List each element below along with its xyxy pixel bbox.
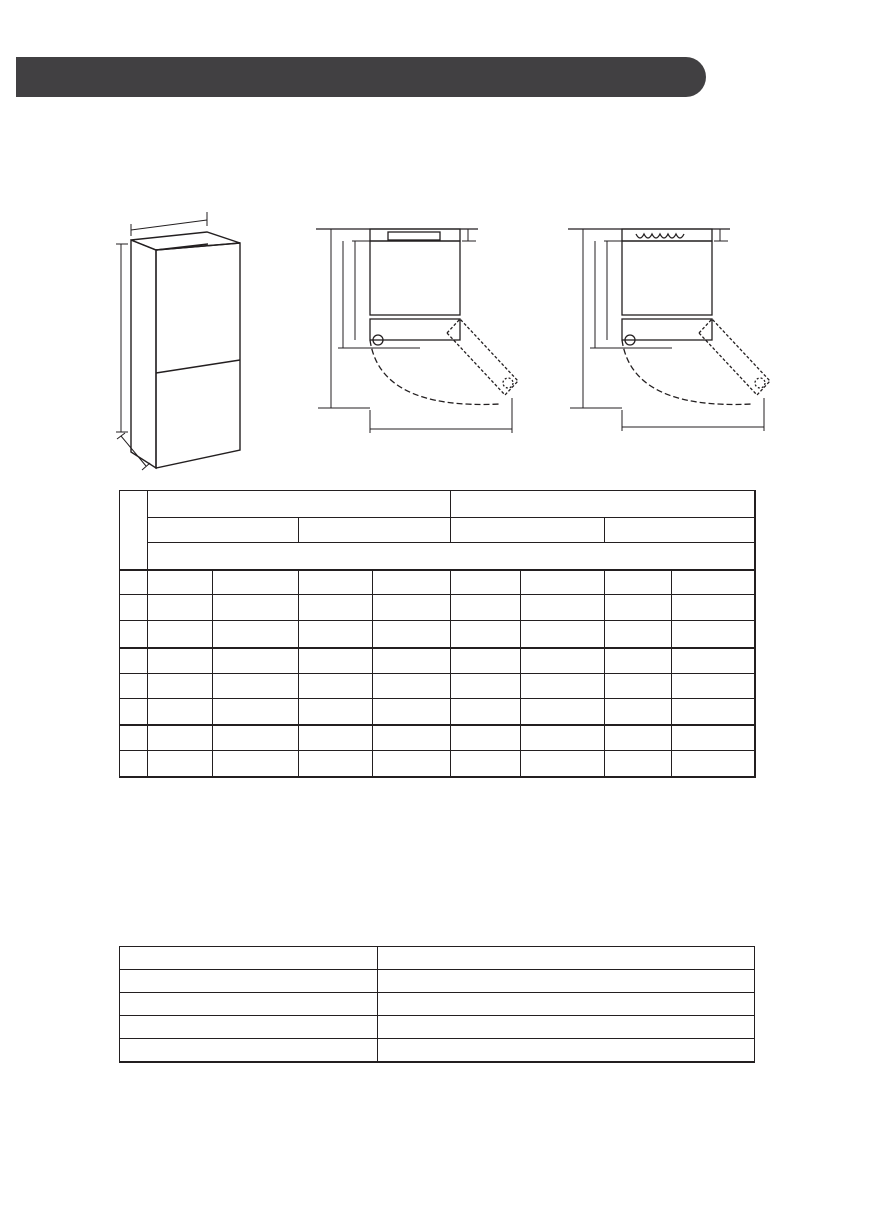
table-cell — [373, 751, 451, 777]
table-cell — [148, 648, 213, 674]
table-cell — [373, 699, 451, 725]
table-cell — [378, 947, 755, 970]
table-cell — [120, 570, 148, 595]
table-cell — [148, 621, 213, 648]
table-cell — [213, 648, 299, 674]
table-cell — [299, 621, 373, 648]
table-row — [120, 1039, 755, 1063]
table-row — [120, 699, 755, 725]
table-cell — [299, 725, 373, 751]
table-row — [120, 725, 755, 751]
group-header-cell — [451, 491, 755, 518]
table-cell — [120, 699, 148, 725]
group-header-cell — [148, 491, 451, 518]
table-cell — [120, 648, 148, 674]
info-table — [119, 946, 755, 1063]
table-cell — [213, 699, 299, 725]
table-cell — [299, 595, 373, 621]
table-row — [120, 674, 755, 699]
table-cell — [451, 570, 521, 595]
table-cell — [451, 674, 521, 699]
table-cell — [299, 570, 373, 595]
table-cell — [451, 725, 521, 751]
table-row — [120, 970, 755, 993]
table-cell — [213, 674, 299, 699]
table-cell — [521, 674, 605, 699]
table-cell — [605, 674, 672, 699]
table-cell — [672, 570, 755, 595]
table-cell — [373, 648, 451, 674]
table-cell — [672, 725, 755, 751]
table-cell — [120, 970, 378, 993]
table-cell — [148, 751, 213, 777]
table-cell — [299, 699, 373, 725]
table-cell — [373, 595, 451, 621]
table-cell — [521, 595, 605, 621]
table-cell — [605, 725, 672, 751]
table-cell — [120, 725, 148, 751]
table-row — [120, 648, 755, 674]
table-cell — [120, 751, 148, 777]
table-cell — [378, 993, 755, 1016]
table-cell — [672, 648, 755, 674]
table-row — [120, 621, 755, 648]
table-cell — [120, 674, 148, 699]
table-cell — [378, 970, 755, 993]
table-cell — [213, 570, 299, 595]
table-cell — [605, 570, 672, 595]
table-cell — [213, 595, 299, 621]
table-cell — [521, 621, 605, 648]
table-cell — [299, 751, 373, 777]
table-cell — [521, 570, 605, 595]
table-cell — [373, 570, 451, 595]
table-cell — [120, 595, 148, 621]
table-cell — [299, 674, 373, 699]
table-cell — [521, 725, 605, 751]
table-cell — [672, 751, 755, 777]
table-cell — [120, 947, 378, 970]
table-cell — [120, 621, 148, 648]
table-row — [120, 993, 755, 1016]
table-row — [120, 1016, 755, 1039]
model-header-cell — [120, 491, 148, 570]
table-cell — [605, 648, 672, 674]
table-cell — [148, 570, 213, 595]
table-cell — [521, 699, 605, 725]
table-cell — [451, 621, 521, 648]
subgroup-header-cell — [299, 518, 451, 543]
table-cell — [521, 648, 605, 674]
table-row — [120, 570, 755, 595]
table-cell — [378, 1039, 755, 1063]
table-row — [120, 947, 755, 970]
subgroup-header-cell — [605, 518, 755, 543]
table-cell — [451, 751, 521, 777]
table-cell — [378, 1016, 755, 1039]
table-cell — [672, 621, 755, 648]
subgroup-header-cell — [451, 518, 605, 543]
table-cell — [672, 699, 755, 725]
table-cell — [148, 674, 213, 699]
table-cell — [213, 751, 299, 777]
table-cell — [672, 674, 755, 699]
table-cell — [451, 595, 521, 621]
dimension-figures — [0, 200, 874, 490]
table-cell — [373, 674, 451, 699]
table-cell — [451, 648, 521, 674]
table-cell — [148, 699, 213, 725]
table-cell — [120, 1016, 378, 1039]
unit-header-cell — [148, 543, 755, 570]
table-row — [120, 595, 755, 621]
table-cell — [605, 595, 672, 621]
table-cell — [213, 725, 299, 751]
table-cell — [605, 751, 672, 777]
table-cell — [213, 621, 299, 648]
table-cell — [120, 1039, 378, 1063]
table-cell — [451, 699, 521, 725]
table-cell — [299, 648, 373, 674]
dimensions-table — [119, 490, 756, 778]
table-cell — [605, 621, 672, 648]
table-cell — [148, 725, 213, 751]
table-cell — [373, 621, 451, 648]
table-cell — [605, 699, 672, 725]
table-cell — [672, 595, 755, 621]
table-cell — [120, 993, 378, 1016]
subgroup-header-cell — [148, 518, 299, 543]
door-swing-plan-2 — [0, 200, 874, 490]
section-header-bar — [16, 57, 706, 97]
table-cell — [373, 725, 451, 751]
table-cell — [148, 595, 213, 621]
table-row — [120, 751, 755, 777]
table-cell — [521, 751, 605, 777]
